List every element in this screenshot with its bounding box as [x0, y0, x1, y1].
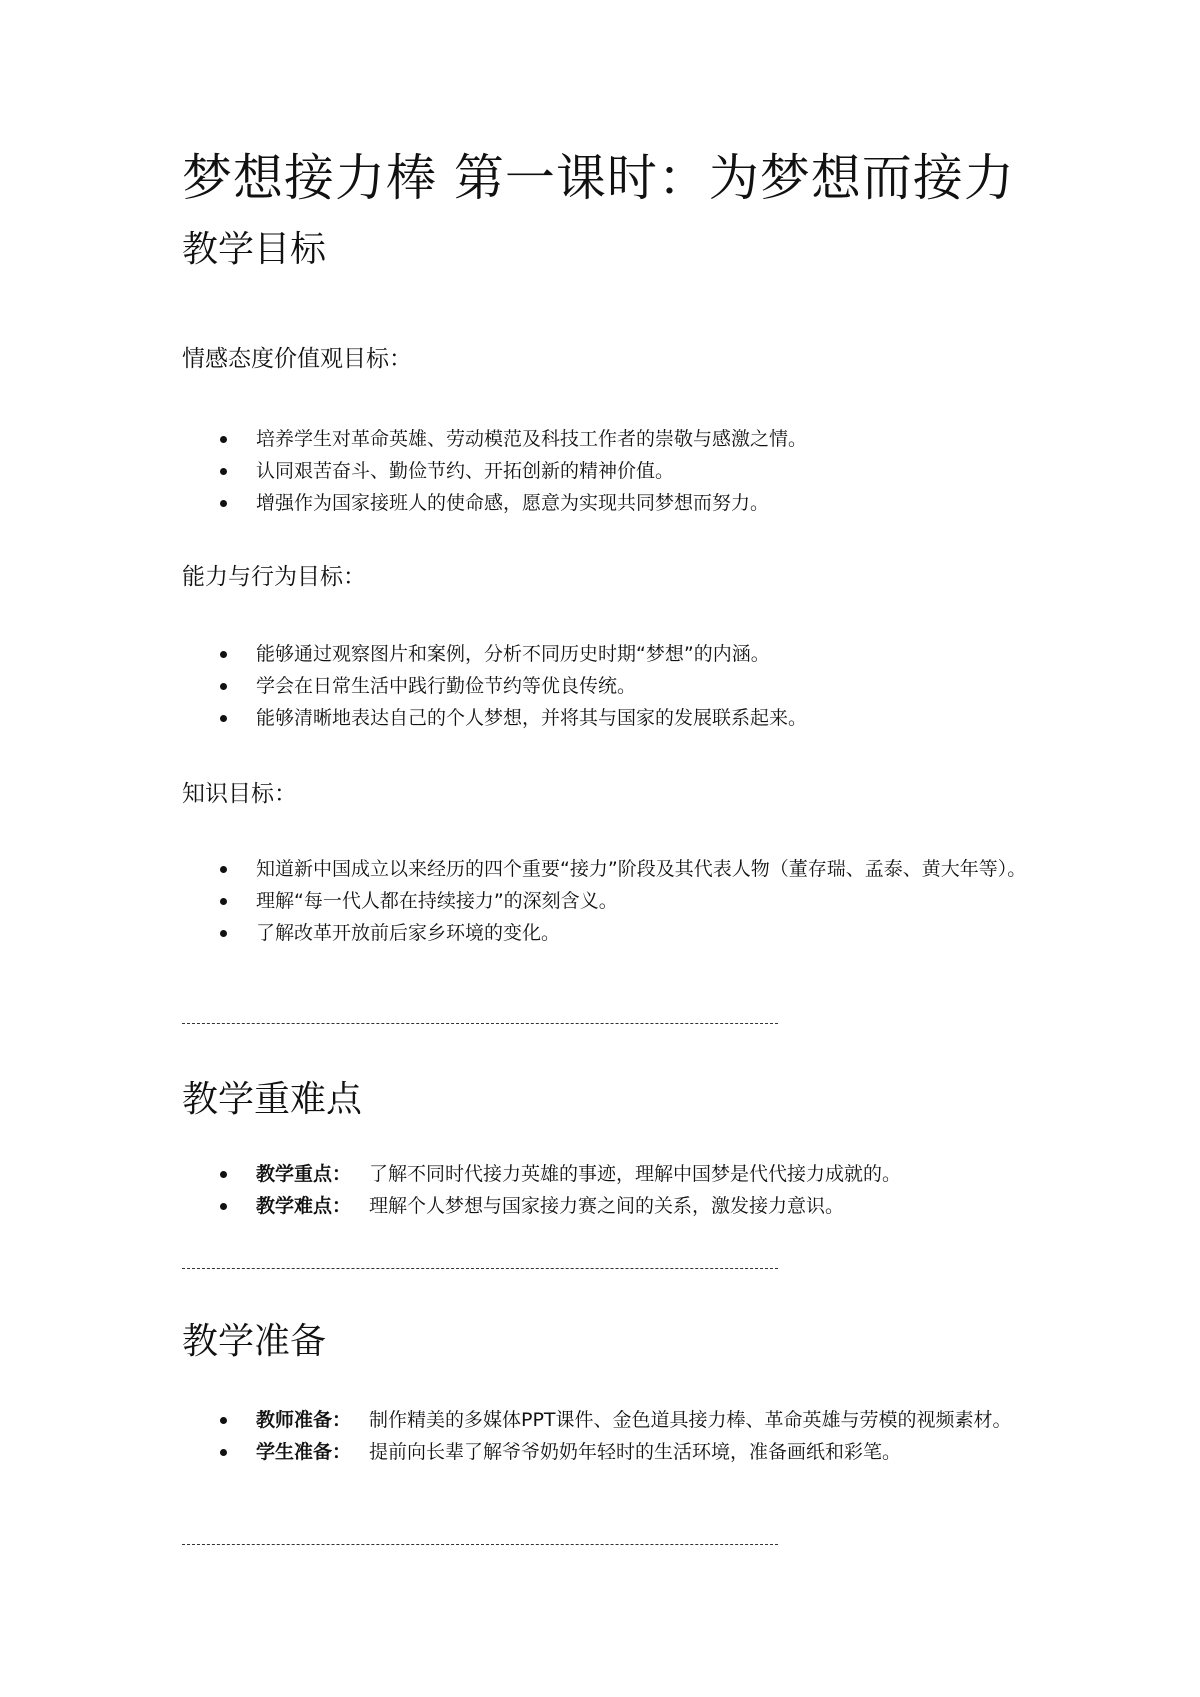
- list-item: [182, 1190, 1042, 1222]
- list-item-text: 制作精美的多媒体PPT课件、金色道具接力棒、革命英雄与劳模的视频素材。: [369, 1409, 1012, 1431]
- list-item: [182, 638, 1042, 670]
- list-item: [182, 455, 1042, 487]
- list-item-text: 能够通过观察图片和案例，分析不同历史时期“梦想”的内涵。: [256, 643, 770, 665]
- bullet-icon: [220, 715, 227, 722]
- knowledge-goals-list: [182, 853, 1042, 949]
- bullet-icon: [220, 930, 227, 937]
- subheading-ability-goals: 能力与行为目标：: [182, 564, 366, 590]
- list-item-text: 理解个人梦想与国家接力赛之间的关系，激发接力意识。: [369, 1195, 845, 1217]
- list-item: [182, 702, 1042, 734]
- list-item: [182, 487, 1042, 519]
- list-item-label: 教学难点：: [256, 1195, 352, 1217]
- section-heading-preparation: 教学准备: [182, 1321, 327, 1362]
- list-item-text: 了解改革开放前后家乡环境的变化。: [256, 922, 561, 944]
- list-item: [182, 853, 1042, 885]
- list-item-text: 认同艰苦奋斗、勤俭节约、开拓创新的精神价值。: [256, 460, 675, 482]
- key-points-list: [182, 1158, 1042, 1222]
- bullet-icon: [220, 1203, 227, 1210]
- bullet-icon: [220, 866, 227, 873]
- list-item-text: 了解不同时代接力英雄的事迹，理解中国梦是代代接力成就的。: [369, 1163, 902, 1185]
- list-item-text: 能够清晰地表达自己的个人梦想，并将其与国家的发展联系起来。: [256, 707, 808, 729]
- list-item: [182, 917, 1042, 949]
- section-heading-objectives: 教学目标: [182, 229, 327, 270]
- bullet-icon: [220, 1171, 227, 1178]
- list-item-label: 学生准备：: [256, 1441, 352, 1463]
- list-item-text: 增强作为国家接班人的使命感，愿意为实现共同梦想而努力。: [256, 492, 770, 514]
- list-item-text: 提前向长辈了解爷爷奶奶年轻时的生活环境，准备画纸和彩笔。: [369, 1441, 902, 1463]
- bullet-icon: [220, 1417, 227, 1424]
- section-heading-key-points: 教学重难点: [182, 1079, 363, 1120]
- list-item-label: 教学重点：: [256, 1163, 352, 1185]
- bullet-icon: [220, 1449, 227, 1456]
- list-item-text: 培养学生对革命英雄、劳动模范及科技工作者的崇敬与感激之情。: [256, 428, 808, 450]
- list-item-text: 理解“每一代人都在持续接力”的深刻含义。: [256, 890, 618, 912]
- subheading-emotion-goals: 情感态度价值观目标：: [182, 346, 412, 372]
- bullet-icon: [220, 651, 227, 658]
- bullet-icon: [220, 683, 227, 690]
- bullet-icon: [220, 436, 227, 443]
- emotion-goals-list: [182, 423, 1042, 519]
- ability-goals-list: [182, 638, 1042, 734]
- bullet-icon: [220, 898, 227, 905]
- section-divider: [182, 1268, 778, 1269]
- document-title: 梦想接力棒 第一课时：为梦想而接力: [182, 149, 1015, 207]
- preparation-list: [182, 1404, 1042, 1468]
- list-item-text: 学会在日常生活中践行勤俭节约等优良传统。: [256, 675, 637, 697]
- list-item: [182, 885, 1042, 917]
- list-item: [182, 670, 1042, 702]
- section-divider: [182, 1023, 778, 1024]
- list-item-label: 教师准备：: [256, 1409, 352, 1431]
- list-item: [182, 1436, 1042, 1468]
- bullet-icon: [220, 468, 227, 475]
- list-item-text: 知道新中国成立以来经历的四个重要“接力”阶段及其代表人物（董存瑞、孟泰、黄大年等）。: [256, 858, 1027, 880]
- list-item: [182, 423, 1042, 455]
- list-item: [182, 1158, 1042, 1190]
- section-divider: [182, 1544, 778, 1545]
- bullet-icon: [220, 500, 227, 507]
- list-item: [182, 1404, 1042, 1436]
- subheading-knowledge-goals: 知识目标：: [182, 781, 297, 807]
